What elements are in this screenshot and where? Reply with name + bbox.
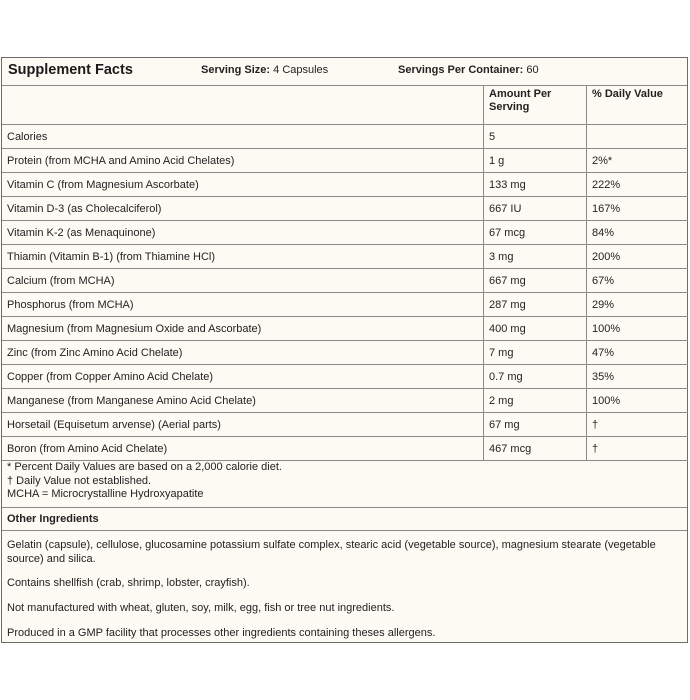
table-row [2,389,688,413]
footnote-dagger: † Daily Value not established. [7,474,152,487]
nutrient-daily-value: 167% [587,197,689,221]
servings-per-container [398,64,539,76]
nutrient-daily-value: 100% [587,389,689,413]
nutrient-daily-value: † [587,437,689,461]
table-row [2,221,688,245]
nutrient-name: Thiamin (Vitamin B-1) (from Thiamine HCl) [2,245,484,269]
nutrient-daily-value: 47% [587,341,689,365]
header-amount: Amount Per Serving [484,85,587,125]
panel-title: Supplement Facts [8,62,133,78]
nutrient-amount: 667 IU [484,197,587,221]
table-row [2,317,688,341]
nutrient-daily-value: 2%* [587,149,689,173]
nutrient-name: Calcium (from MCHA) [2,269,484,293]
nutrient-amount: 2 mg [484,389,587,413]
nutrient-daily-value: † [587,413,689,437]
table-row [2,341,688,365]
table-row [2,293,688,317]
footnote-mcha: MCHA = Microcrystalline Hydroxyapatite [7,488,204,500]
nutrient-name: Calories [2,125,484,149]
table-row [2,365,688,389]
nutrient-daily-value [587,125,689,149]
nutrient-amount: 7 mg [484,341,587,365]
nutrient-name: Vitamin D-3 (as Cholecalciferol) [2,197,484,221]
nutrient-amount: 400 mg [484,317,587,341]
footnotes [7,461,282,502]
nutrient-daily-value: 200% [587,245,689,269]
supplement-facts-panel [1,57,688,643]
nutrient-table [2,85,688,461]
header-nutrient [2,85,484,125]
table-row [2,125,688,149]
nutrient-daily-value: 84% [587,221,689,245]
nutrient-name: Horsetail (Equisetum arvense) (Aerial parts) [2,413,484,437]
table-header-row [2,85,688,125]
footnote-percent-dv: * Percent Daily Values are based on a 2,000 calorie diet. [7,461,282,473]
nutrient-amount: 467 mcg [484,437,587,461]
title-row [2,58,687,86]
allergen-text: Contains shellfish (crab, shrimp, lobster, crayfish). [7,577,250,589]
serving-size [201,64,328,76]
nutrient-amount: 5 [484,125,587,149]
nutrient-name: Protein (from MCHA and Amino Acid Chelates) [2,149,484,173]
table-row [2,269,688,293]
nutrient-amount: 287 mg [484,293,587,317]
nutrient-name: Manganese (from Manganese Amino Acid Chelate) [2,389,484,413]
facility-text: Produced in a GMP facility that processes other ingredients containing theses allergens. [7,627,436,639]
nutrient-daily-value: 29% [587,293,689,317]
nutrient-name: Copper (from Copper Amino Acid Chelate) [2,365,484,389]
table-row [2,437,688,461]
servings-value: 60 [526,64,539,76]
divider [2,530,687,531]
nutrient-daily-value: 67% [587,269,689,293]
table-row [2,173,688,197]
nutrient-amount: 0.7 mg [484,365,587,389]
ingredients-text: Gelatin (capsule), cellulose, glucosamine potassium sulfate complex, stearic acid (vegetable source), magnesium stearate (vegetable source) and silica. [7,539,656,565]
other-ingredients-heading: Other Ingredients [7,513,99,525]
header-daily-value: % Daily Value [587,85,689,125]
servings-label: Servings Per Container: [398,64,524,76]
serving-size-label: Serving Size: [201,64,271,76]
nutrient-daily-value: 100% [587,317,689,341]
table-row [2,413,688,437]
nutrient-name: Vitamin C (from Magnesium Ascorbate) [2,173,484,197]
nutrient-amount: 667 mg [484,269,587,293]
table-row [2,197,688,221]
nutrient-name: Boron (from Amino Acid Chelate) [2,437,484,461]
nutrient-daily-value: 35% [587,365,689,389]
nutrient-name: Zinc (from Zinc Amino Acid Chelate) [2,341,484,365]
serving-size-value: 4 Capsules [273,64,329,76]
table-row [2,245,688,269]
nutrient-amount: 67 mcg [484,221,587,245]
free-from-text: Not manufactured with wheat, gluten, soy, milk, egg, fish or tree nut ingredients. [7,602,395,614]
table-row [2,149,688,173]
nutrient-name: Vitamin K-2 (as Menaquinone) [2,221,484,245]
nutrient-amount: 67 mg [484,413,587,437]
nutrient-name: Magnesium (from Magnesium Oxide and Ascorbate) [2,317,484,341]
nutrient-amount: 3 mg [484,245,587,269]
divider [2,507,687,508]
nutrient-amount: 133 mg [484,173,587,197]
nutrient-amount: 1 g [484,149,587,173]
nutrient-name: Phosphorus (from MCHA) [2,293,484,317]
nutrient-daily-value: 222% [587,173,689,197]
